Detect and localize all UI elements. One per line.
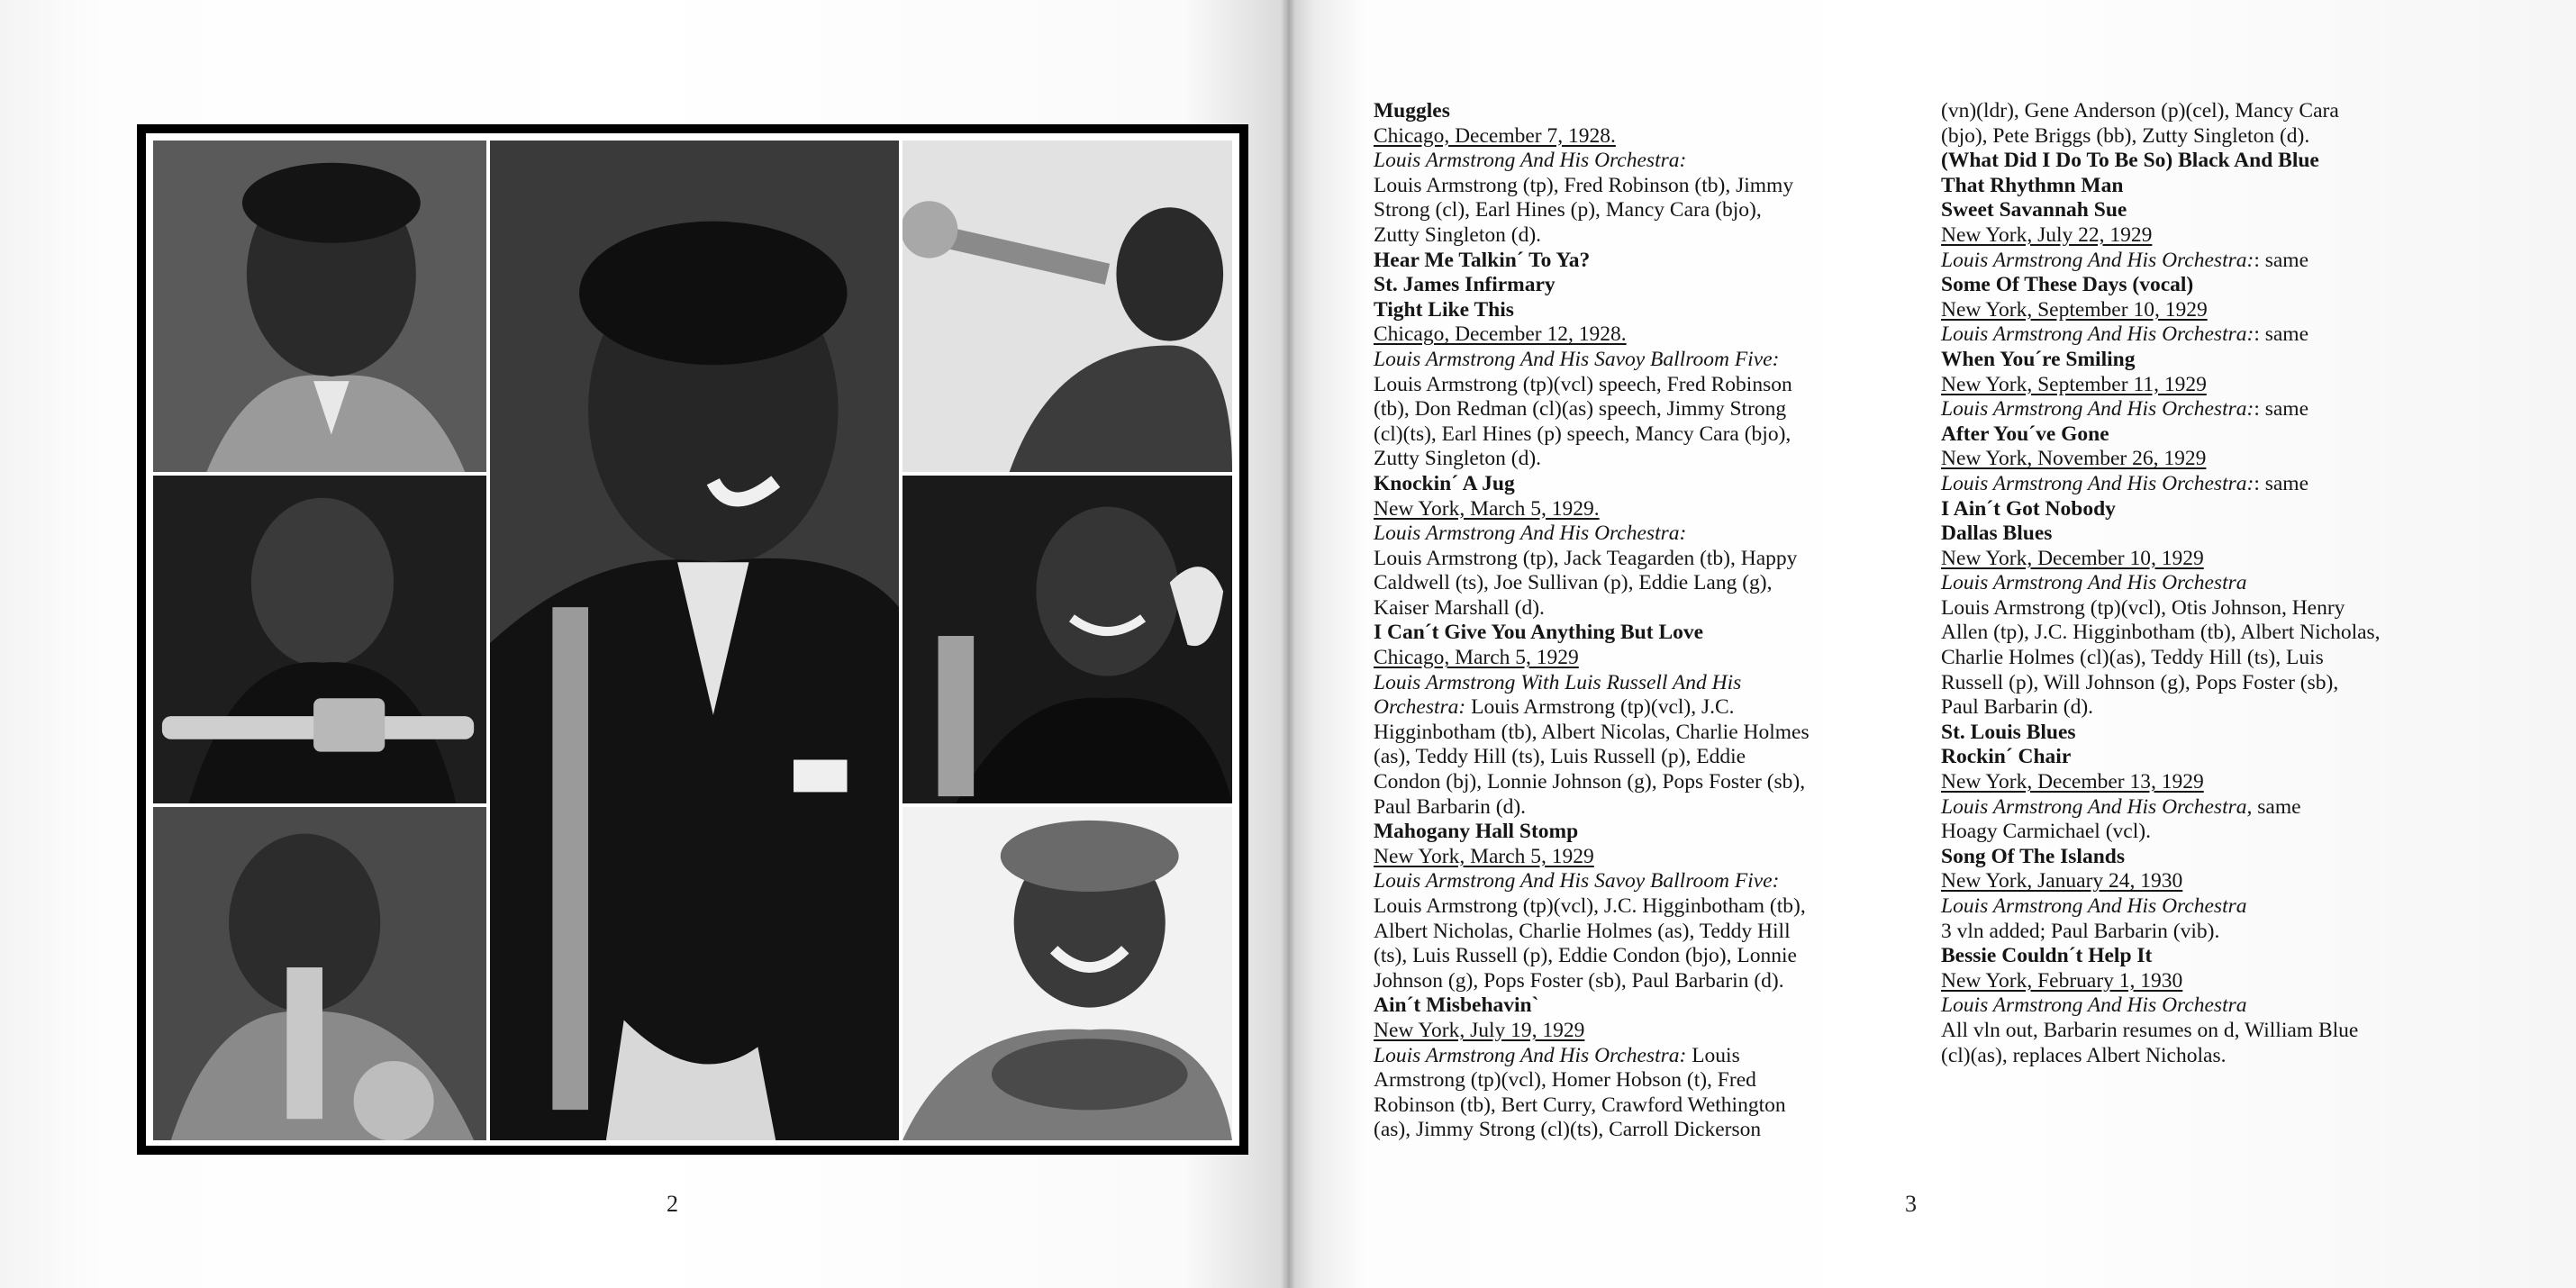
- track-title: Rockin´ Chair: [1941, 745, 2072, 769]
- track-title: Bessie Couldn´t Help It: [1941, 944, 2153, 968]
- personnel-line: (as), Teddy Hill (ts), Luis Russell (p), Eddie: [1374, 745, 1746, 769]
- personnel-line: Russell (p), Will Johnson (g), Pops Foster (sb),: [1941, 670, 2339, 694]
- personnel-line: Hoagy Carmichael (vcl).: [1941, 820, 2151, 844]
- personnel-line: Paul Barbarin (d).: [1941, 695, 2094, 720]
- personnel-line: Charlie Holmes (cl)(as), Teddy Hill (ts), Luis: [1941, 646, 2324, 670]
- track-title: Hear Me Talkin´ To Ya?: [1374, 248, 1591, 272]
- band-name: Louis Armstrong And His Orchestra:: [1941, 397, 2254, 422]
- personnel-line: (cl)(ts), Earl Hines (p) speech, Mancy Cara (bjo),: [1374, 422, 1791, 446]
- personnel-line: (as), Jimmy Strong (cl)(ts), Carroll Dickerson: [1374, 1118, 1762, 1142]
- page-number-right: 3: [1905, 1191, 1917, 1217]
- band-personnel-line: [1941, 397, 2454, 422]
- personnel-line: (ts), Luis Russell (p), Eddie Condon (bjo), Lonnie: [1374, 944, 1797, 968]
- track-title: St. James Infirmary: [1374, 273, 1556, 297]
- personnel-line: Robinson (tb), Bert Curry, Crawford Wethington: [1374, 1093, 1786, 1117]
- session-date: Chicago, December 7, 1928.: [1374, 123, 1616, 148]
- session-date: New York, March 5, 1929: [1374, 844, 1594, 868]
- photo-trumpeter-top-right: [901, 139, 1234, 474]
- band-name: Louis Armstrong And His Savoy Ballroom Five:: [1374, 869, 1780, 893]
- personnel-text: : same: [2254, 248, 2309, 272]
- track-title: I Ain´t Got Nobody: [1941, 496, 2116, 521]
- track-title: Muggles: [1374, 99, 1450, 122]
- session-date: New York, July 19, 1929: [1374, 1018, 1585, 1042]
- personnel-line: Zutty Singleton (d).: [1374, 447, 1542, 471]
- track-title: Some Of These Days (vocal): [1941, 273, 2194, 297]
- track-title: Knockin´ A Jug: [1374, 471, 1515, 495]
- session-date: New York, December 10, 1929: [1941, 546, 2204, 570]
- band-name: Orchestra:: [1374, 695, 1466, 720]
- session-date: New York, February 1, 1930: [1941, 968, 2183, 993]
- track-title: Tight Like This: [1374, 297, 1514, 322]
- band-name: Louis Armstrong And His Savoy Ballroom Five:: [1374, 347, 1780, 371]
- track-title: When You´re Smiling: [1941, 347, 2136, 371]
- track-title: Song Of The Islands: [1941, 844, 2125, 868]
- track-title: I Can´t Give You Anything But Love: [1374, 621, 1704, 645]
- track-title: (What Did I Do To Be So) Black And Blue: [1941, 149, 2319, 173]
- discography-column-1: [1374, 99, 1878, 1143]
- personnel-line: Louis Armstrong (tp), Fred Robinson (tb), Jimmy: [1374, 173, 1794, 197]
- photo-trumpet-middle-left: [151, 474, 488, 805]
- photo-collage: [137, 124, 1248, 1155]
- band-personnel-line: [1941, 472, 2454, 497]
- personnel-line: Higginbotham (tb), Albert Nicolas, Charlie Holmes: [1374, 720, 1810, 744]
- personnel-line: Condon (bj), Lonnie Johnson (g), Pops Foster (sb),: [1374, 770, 1806, 794]
- session-date: New York, September 10, 1929: [1941, 297, 2208, 322]
- session-date: Chicago, December 12, 1928.: [1374, 322, 1627, 347]
- session-date: New York, July 22, 1929: [1941, 222, 2153, 247]
- band-name: Louis Armstrong And His Orchestra:: [1374, 522, 1687, 546]
- band-personnel-line: [1374, 695, 1878, 721]
- photo-smiling-middle-right: [901, 474, 1234, 805]
- book-gutter: [1281, 0, 1295, 1288]
- session-date: New York, March 5, 1929.: [1374, 496, 1600, 521]
- band-name: Louis Armstrong And His Orchestra:: [1374, 149, 1687, 173]
- photo-portrait-center: [488, 139, 901, 1142]
- personnel-text: : same: [2254, 322, 2309, 347]
- personnel-line: Strong (cl), Earl Hines (p), Mancy Cara (bjo),: [1374, 198, 1762, 222]
- personnel-line: Louis Armstrong (tp)(vcl), J.C. Higginbotham (tb),: [1374, 894, 1806, 918]
- track-title: After You´ve Gone: [1941, 422, 2109, 446]
- personnel-line: (tb), Don Redman (cl)(as) speech, Jimmy Strong: [1374, 397, 1787, 422]
- band-personnel-line: [1941, 795, 2454, 821]
- band-name: Louis Armstrong And His Orchestra,: [1941, 794, 2253, 819]
- band-name: Louis Armstrong And His Orchestra: [1941, 571, 2247, 595]
- photo-cap-bottom-right: [901, 805, 1234, 1142]
- personnel-text: Louis: [1686, 1043, 1740, 1067]
- session-date: New York, September 11, 1929: [1941, 372, 2207, 396]
- track-title: Ain´t Misbehavin`: [1374, 993, 1539, 1018]
- personnel-line: Louis Armstrong (tp)(vcl), Otis Johnson, Henry: [1941, 595, 2345, 620]
- session-date: Chicago, March 5, 1929: [1374, 646, 1579, 670]
- session-date: New York, November 26, 1929: [1941, 447, 2207, 471]
- band-personnel-line: [1374, 1044, 1878, 1069]
- band-name: Louis Armstrong And His Orchestra:: [1941, 248, 2254, 272]
- discography-column-2: [1941, 99, 2454, 1068]
- personnel-line: Caldwell (ts), Joe Sullivan (p), Eddie Lang (g),: [1374, 571, 1773, 595]
- personnel-line: Paul Barbarin (d).: [1374, 794, 1527, 819]
- personnel-text: : same: [2254, 471, 2309, 495]
- track-title: Mahogany Hall Stomp: [1374, 820, 1579, 844]
- photo-playing-bottom-left: [151, 805, 488, 1142]
- personnel-line: 3 vln added; Paul Barbarin (vib).: [1941, 919, 2220, 943]
- band-name: Louis Armstrong And His Orchestra:: [1374, 1043, 1687, 1067]
- personnel-line: Armstrong (tp)(vcl), Homer Hobson (t), Fred: [1374, 1068, 1756, 1093]
- session-date: New York, December 13, 1929: [1941, 770, 2204, 794]
- personnel-line: Albert Nicholas, Charlie Holmes (as), Teddy Hill: [1374, 919, 1791, 943]
- personnel-line: Allen (tp), J.C. Higginbotham (tb), Albert Nicholas,: [1941, 621, 2381, 645]
- personnel-line: Johnson (g), Pops Foster (sb), Paul Barbarin (d).: [1374, 968, 1784, 993]
- photo-portrait-top-left: [151, 139, 488, 474]
- band-name: Louis Armstrong And His Orchestra:: [1941, 322, 2254, 347]
- track-title: Sweet Savannah Sue: [1941, 198, 2127, 222]
- band-personnel-line: [1941, 249, 2454, 274]
- personnel-line: Louis Armstrong (tp), Jack Teagarden (tb), Happy: [1374, 546, 1798, 570]
- track-title: That Rhythmn Man: [1941, 173, 2124, 197]
- session-date: New York, January 24, 1930: [1941, 869, 2183, 893]
- personnel-line: Zutty Singleton (d).: [1374, 222, 1542, 247]
- band-name: Louis Armstrong And His Orchestra: [1941, 894, 2247, 918]
- band-name: Louis Armstrong And His Orchestra:: [1941, 471, 2254, 495]
- personnel-line: (vn)(ldr), Gene Anderson (p)(cel), Mancy Cara: [1941, 99, 2339, 122]
- personnel-text: : same: [2254, 397, 2309, 422]
- track-title: St. Louis Blues: [1941, 720, 2076, 744]
- band-name: Louis Armstrong And His Orchestra: [1941, 993, 2247, 1018]
- personnel-line: (bjo), Pete Briggs (bb), Zutty Singleton (d).: [1941, 123, 2310, 148]
- band-name: Louis Armstrong With Luis Russell And His: [1374, 670, 1742, 694]
- personnel-text: Louis Armstrong (tp)(vcl), J.C.: [1465, 695, 1735, 720]
- personnel-line: Louis Armstrong (tp)(vcl) speech, Fred Robinson: [1374, 372, 1792, 396]
- personnel-line: All vln out, Barbarin resumes on d, William Blue: [1941, 1018, 2359, 1042]
- personnel-line: Kaiser Marshall (d).: [1374, 595, 1545, 620]
- track-title: Dallas Blues: [1941, 522, 2053, 546]
- personnel-line: (cl)(as), replaces Albert Nicholas.: [1941, 1043, 2227, 1067]
- band-personnel-line: [1941, 322, 2454, 348]
- page-number-left: 2: [667, 1191, 678, 1217]
- personnel-text: same: [2252, 794, 2301, 819]
